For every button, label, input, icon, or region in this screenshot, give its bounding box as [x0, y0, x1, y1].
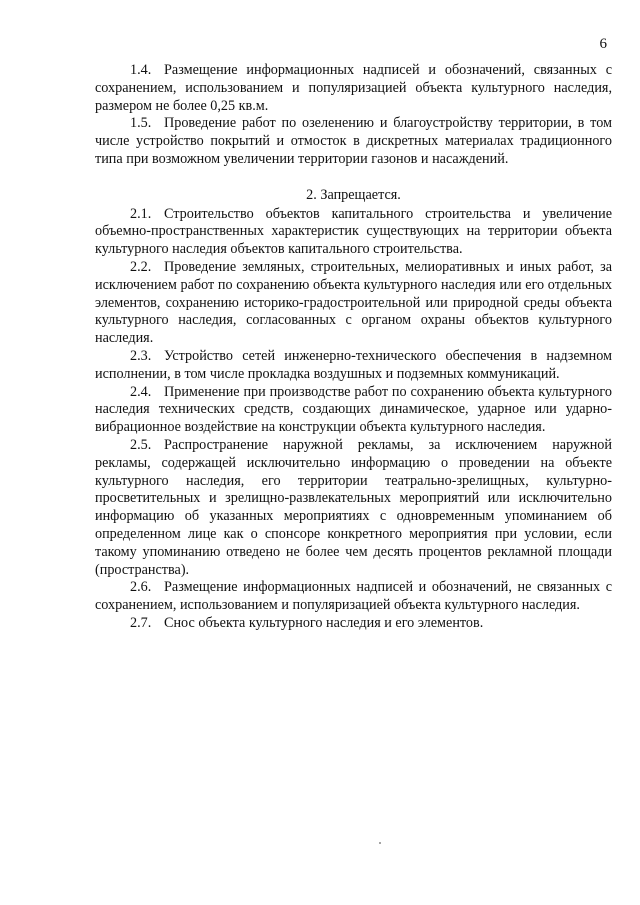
clause-number: 2.3.	[130, 347, 152, 364]
section-2-title: 2. Запрещается.	[306, 186, 401, 203]
clause-text: Размещение информационных надписей и обозначений, связанных с сохранением, использованием и популяризацией объекта культурного наследия, размером не более 0,25 кв.м.	[95, 62, 612, 114]
clause-number: 2.2.	[130, 258, 152, 275]
document-body	[95, 62, 612, 633]
clause-number: 1.4.	[130, 62, 152, 78]
clause-2-4	[95, 384, 612, 437]
clause-number: 2.7.	[130, 614, 152, 631]
clause-text: Размещение информационных надписей и обозначений, не связанных с сохранением, использованием и популяризацией объекта культурного наследия.	[95, 579, 612, 614]
clause-number: 2.4.	[130, 383, 152, 400]
clause-2-3	[95, 348, 612, 384]
clause-text: Распространение наружной рекламы, за исключением наружной рекламы, содержащей исключительно информацию о проведении на объекте культурного наследия, его территории театрально-зрелищных, культурно-просветительных и зрелищно-развлекательных мероприятий или исключительно информацию об указанных мероприятиях с одновременным упоминанием об определенном лице как о спонсоре конкретного мероприятия при условии, если такому упоминанию отведено не более чем десять процентов рекламной площади (пространства).	[95, 436, 612, 578]
scan-speck	[379, 842, 381, 844]
clause-2-5	[95, 437, 612, 579]
page-number: 6	[599, 36, 607, 52]
clause-1-4	[95, 62, 612, 115]
clause-number: 2.1.	[130, 205, 152, 222]
clause-text: Снос объекта культурного наследия и его элементов.	[164, 614, 484, 631]
clause-number: 2.5.	[130, 436, 152, 453]
clause-2-1	[95, 206, 612, 259]
clause-2-6	[95, 579, 612, 615]
clause-text: Строительство объектов капитального строительства и увеличение объемно-пространственных характеристик существующих на территории объекта культурного наследия объектов капитального строительства.	[95, 205, 612, 258]
clause-2-7	[95, 615, 612, 633]
clause-number: 1.5.	[130, 115, 152, 132]
clause-2-2	[95, 259, 612, 348]
clause-1-5	[95, 115, 612, 168]
clause-text: Применение при производстве работ по сохранению объекта культурного наследия технических средств, создающих динамическое, ударное или ударно-вибрационное воздействие на конструкции объекта культурного наследия.	[95, 383, 612, 436]
clause-text: Проведение работ по озеленению и благоустройству территории, в том числе устройство покрытий и отмосток в дискретных материалах традиционного типа при возможном увеличении территории газонов и насаждений.	[95, 115, 612, 167]
clause-number: 2.6.	[130, 579, 152, 596]
clause-text: Устройство сетей инженерно-технического обеспечения в надземном исполнении, в том числе прокладка воздушных и подземных коммуникаций.	[95, 347, 612, 382]
clause-text: Проведение земляных, строительных, мелиоративных и иных работ, за исключением работ по сохранению объекта культурного наследия или его отдельных элементов, сохранению историко-градостроительной или природной среды объекта культурного наследия, согласованных с органом охраны объектов культурного наследия.	[95, 258, 612, 347]
